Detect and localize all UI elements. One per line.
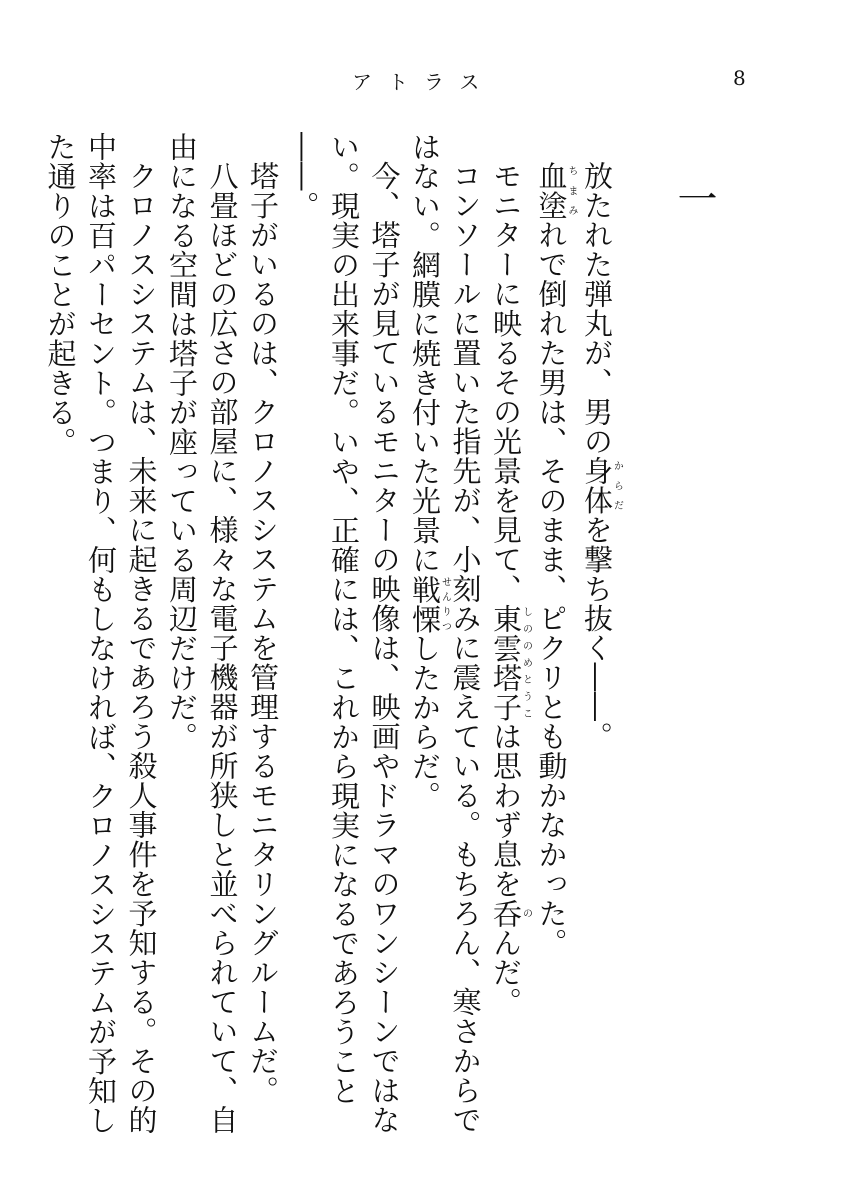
text-run: したからだ。 — [408, 633, 442, 811]
text-run: コンソールに置いた指先が、小刻みに震えている。もちろん、寒さからではない。 — [408, 132, 483, 1135]
text-run: は思わず息を — [489, 721, 523, 899]
ruby-reading: せんりつ — [439, 574, 451, 634]
ruby-reading: ちまみ — [566, 161, 577, 220]
ruby-word — [580, 456, 623, 515]
paragraph — [405, 132, 486, 1152]
text-run: んだ。 — [489, 928, 523, 1017]
text-run: を撃ち抜く――。 — [580, 515, 614, 751]
body-text — [43, 132, 623, 1152]
ruby-reading: しののめとうこ — [520, 603, 532, 722]
ruby-reading: の — [520, 898, 532, 928]
text-run: 八畳ほどの広さの部屋に、様々な電子機器が所狭しと並べられていて、自由になる空間は塔子が座っている周辺だけだ。 — [165, 132, 240, 1135]
ruby-base: 東雲塔子 — [489, 603, 523, 722]
running-title: アトラス — [352, 70, 496, 94]
text-run: モニターに映るその光景を見て、 — [489, 161, 523, 604]
paragraph — [283, 132, 405, 1152]
text-run: 今、塔子が見ているモニターの映像は、映画やドラマのワンシーンではない。現実の出来事だ。いや、正確には、これから現実になるであろうこと――。 — [286, 132, 402, 1135]
paragraph — [40, 132, 162, 1152]
text-run: クロノスシステムは、未来に起きるであろう殺人事件を予知する。その的中率は百パーセント。つまり、何もしなければ、クロノスシステムが予知した通りのことが起きる。 — [43, 132, 159, 1135]
paragraph — [486, 132, 532, 1152]
ruby-base: 呑 — [489, 898, 523, 928]
page-number: 8 — [733, 66, 746, 90]
ruby-word — [489, 603, 532, 722]
paragraph — [577, 132, 623, 1152]
text-run: れで倒れた男は、そのまま、ピクリとも動かなかった。 — [534, 220, 569, 958]
text-run: 塔子がいるのは、クロノスシステムを管理するモニタリングルームだ。 — [246, 161, 280, 1105]
paragraph — [162, 132, 243, 1152]
ruby-base: 血塗 — [534, 161, 569, 220]
text-run: 網膜に焼き付いた光景に — [408, 250, 442, 575]
chapter-number: 一 — [671, 178, 717, 218]
ruby-word — [534, 161, 577, 220]
paragraph — [531, 132, 577, 1152]
text-run: 放たれた弾丸が、男の — [580, 161, 614, 456]
ruby-word — [489, 898, 532, 929]
ruby-reading: からだ — [611, 456, 623, 515]
ruby-base: 戦慄 — [408, 574, 442, 634]
ruby-base: 身体 — [580, 456, 614, 515]
ruby-word — [408, 574, 451, 634]
paragraph — [243, 132, 284, 1152]
